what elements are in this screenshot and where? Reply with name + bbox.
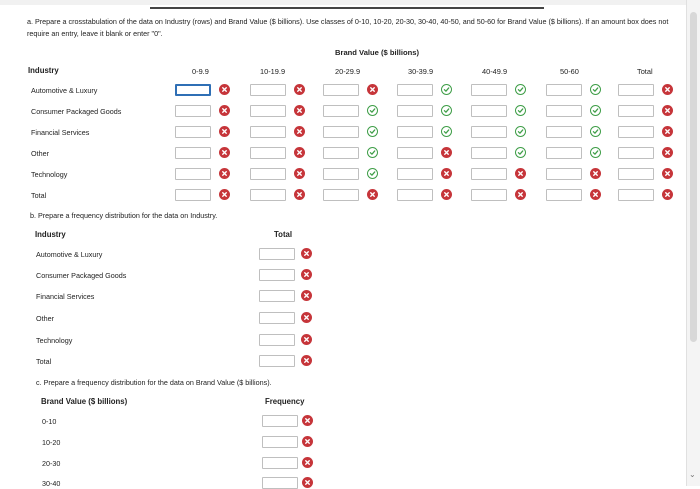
crosstab-cell-input[interactable] [175,126,211,138]
x-circle-icon [219,105,230,116]
crosstab-cell-input[interactable] [618,84,654,96]
crosstab-cell-input[interactable] [175,105,211,117]
crosstab-cell-input[interactable] [250,84,286,96]
crosstab-cell-input[interactable] [250,126,286,138]
crosstab-cell-input[interactable] [618,147,654,159]
instructions-a: a. Prepare a crosstabulation of the data on Industry (rows) and Brand Value ($ billions). Use classes of 0-10, 10-20, 20-30, 30-40, 40-50, and 50-60 for Brand Value ($ billions). If an amount box does not require an entry, leave it blank or enter "0". [27,17,669,38]
check-circle-icon [515,105,526,116]
x-circle-icon [662,84,673,95]
x-circle-icon [294,126,305,137]
check-circle-icon [590,126,601,137]
industry-row-label: Total [36,357,52,366]
x-circle-icon [515,168,526,179]
brand-class-label: 0-10 [42,417,57,426]
check-circle-icon [441,105,452,116]
check-circle-icon [367,105,378,116]
x-circle-icon [294,84,305,95]
crosstab-cell-input[interactable] [618,189,654,201]
crosstab-cell-input[interactable] [546,84,582,96]
crosstab-cell-input[interactable] [397,84,433,96]
check-circle-icon [590,105,601,116]
x-circle-icon [219,168,230,179]
row-label: Automotive & Luxury [31,86,98,95]
instructions-b: b. Prepare a frequency distribution for the data on Industry. [30,211,218,220]
crosstab-cell-input[interactable] [175,189,211,201]
check-circle-icon [515,84,526,95]
industry-total-input[interactable] [259,290,295,302]
crosstab-cell-input[interactable] [471,84,507,96]
x-circle-icon [441,168,452,179]
industry-total-input[interactable] [259,334,295,346]
crosstab-cell-input[interactable] [323,168,359,180]
crosstab-cell-input[interactable] [618,105,654,117]
x-circle-icon [662,147,673,158]
x-circle-icon [662,105,673,116]
top-strip [0,0,700,5]
x-circle-icon [301,312,312,323]
column-header: 10-19.9 [260,67,286,76]
brand-value-super-header: Brand Value ($ billions) [335,48,419,57]
industry-row-label: Financial Services [36,292,95,301]
crosstab-cell-input[interactable] [323,105,359,117]
crosstab-cell-input[interactable] [250,105,286,117]
crosstab-cell-input[interactable] [175,168,211,180]
x-circle-icon [590,189,601,200]
row-label: Total [31,191,47,200]
crosstab-cell-input[interactable] [323,84,359,96]
row-label: Consumer Packaged Goods [31,107,122,116]
crosstab-cell-input[interactable] [618,168,654,180]
industry-row-label: Automotive & Luxury [36,250,103,259]
industry-row-label: Other [36,314,54,323]
crosstab-cell-input[interactable] [471,105,507,117]
x-circle-icon [301,290,312,301]
industry-header: Industry [28,66,59,75]
column-header: 20-29.9 [335,67,361,76]
crosstab-cell-input[interactable] [397,147,433,159]
x-circle-icon [301,248,312,259]
crosstab-cell-input[interactable] [546,105,582,117]
x-circle-icon [367,84,378,95]
x-circle-icon [219,84,230,95]
crosstab-cell-input[interactable] [323,126,359,138]
crosstab-cell-input[interactable] [546,126,582,138]
x-circle-icon [662,126,673,137]
x-circle-icon [301,355,312,366]
crosstab-cell-input[interactable] [175,84,211,96]
industry-total-input[interactable] [259,312,295,324]
industry-total-input[interactable] [259,248,295,260]
x-circle-icon [294,105,305,116]
check-circle-icon [515,147,526,158]
crosstab-cell-input[interactable] [397,189,433,201]
check-circle-icon [367,126,378,137]
header-rule [150,7,544,9]
brand-class-label: 20-30 [42,459,61,468]
x-circle-icon [302,477,313,488]
brand-frequency-input[interactable] [262,415,298,427]
crosstab-cell-input[interactable] [471,126,507,138]
x-circle-icon [294,189,305,200]
x-circle-icon [302,415,313,426]
crosstab-cell-input[interactable] [250,147,286,159]
industry-freq-total-header: Total [274,230,293,239]
column-header: 30-39.9 [408,67,434,76]
scroll-down-icon[interactable]: ⌄ [689,470,696,479]
brand-freq-header: Brand Value ($ billions) [41,397,128,406]
industry-row-label: Technology [36,336,73,345]
brand-freq-frequency-header: Frequency [265,397,305,406]
x-circle-icon [294,168,305,179]
x-circle-icon [302,457,313,468]
industry-freq-header: Industry [35,230,66,239]
crosstab-cell-input[interactable] [250,168,286,180]
brand-frequency-input[interactable] [262,477,298,489]
brand-class-label: 10-20 [42,438,61,447]
check-circle-icon [590,147,601,158]
check-circle-icon [590,84,601,95]
crosstab-cell-input[interactable] [471,168,507,180]
x-circle-icon [219,189,230,200]
brand-frequency-input[interactable] [262,457,298,469]
x-circle-icon [219,147,230,158]
crosstab-cell-input[interactable] [546,168,582,180]
row-label: Financial Services [31,128,90,137]
instructions-c: c. Prepare a frequency distribution for the data on Brand Value ($ billions). [36,378,272,387]
x-circle-icon [590,168,601,179]
crosstab-cell-input[interactable] [546,189,582,201]
row-label: Other [31,149,49,158]
crosstab-cell-input[interactable] [397,168,433,180]
crosstab-cell-input[interactable] [323,147,359,159]
vertical-scrollbar[interactable] [686,0,700,486]
x-circle-icon [367,189,378,200]
industry-total-input[interactable] [259,269,295,281]
brand-frequency-input[interactable] [262,436,298,448]
x-circle-icon [301,269,312,280]
industry-row-label: Consumer Packaged Goods [36,271,127,280]
x-circle-icon [662,168,673,179]
x-circle-icon [515,189,526,200]
crosstab-cell-input[interactable] [397,105,433,117]
x-circle-icon [302,436,313,447]
check-circle-icon [367,147,378,158]
column-header: 0-9.9 [192,67,209,76]
row-label: Technology [31,170,68,179]
crosstab-cell-input[interactable] [397,126,433,138]
crosstab-cell-input[interactable] [175,147,211,159]
brand-class-label: 30-40 [42,479,61,488]
crosstab-cell-input[interactable] [323,189,359,201]
x-circle-icon [219,126,230,137]
x-circle-icon [441,147,452,158]
column-header: Total [637,67,653,76]
column-header: 50-60 [560,67,579,76]
check-circle-icon [441,126,452,137]
x-circle-icon [662,189,673,200]
column-header: 40-49.9 [482,67,508,76]
check-circle-icon [441,84,452,95]
crosstab-cell-input[interactable] [471,147,507,159]
crosstab-cell-input[interactable] [250,189,286,201]
check-circle-icon [367,168,378,179]
x-circle-icon [301,334,312,345]
industry-total-input[interactable] [259,355,295,367]
scrollbar-thumb[interactable] [690,12,697,342]
crosstab-cell-input[interactable] [471,189,507,201]
x-circle-icon [441,189,452,200]
crosstab-cell-input[interactable] [618,126,654,138]
check-circle-icon [515,126,526,137]
crosstab-cell-input[interactable] [546,147,582,159]
x-circle-icon [294,147,305,158]
